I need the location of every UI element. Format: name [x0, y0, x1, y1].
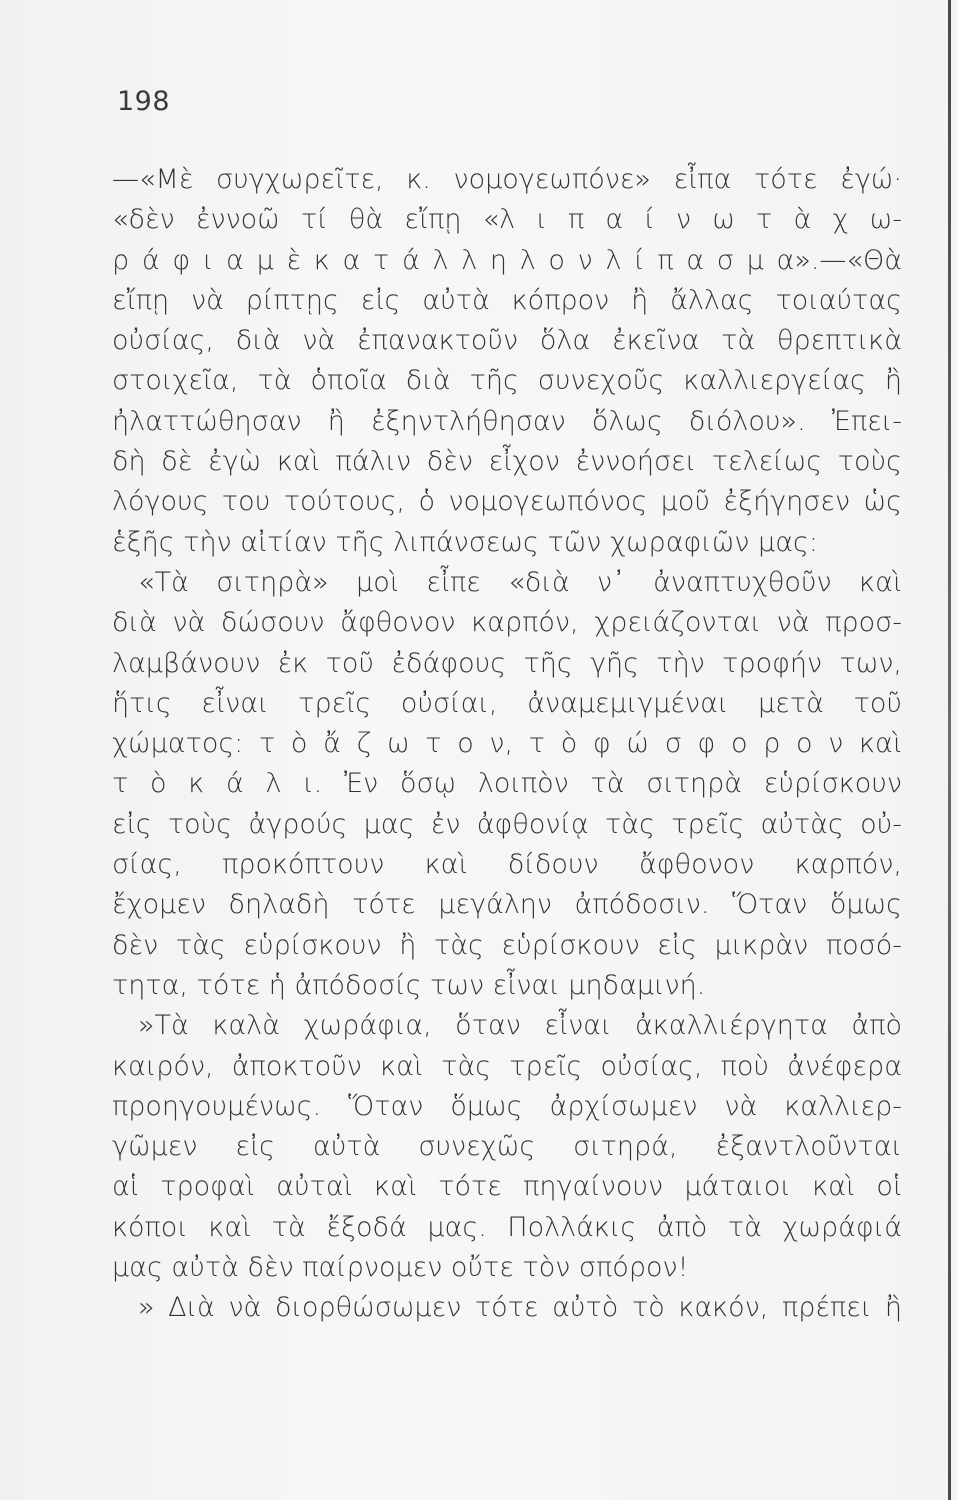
text-line: λαμβάνουν ἐκ τοῦ ἐδάφους τῆς γῆς τὴν τροφήν των, [112, 647, 902, 679]
page-edge-shadow [948, 0, 951, 1500]
text-line: » Διὰ νὰ διορθώσωμεν τότε αὐτὸ τὸ κακόν, πρέπει ἢ [138, 1292, 902, 1324]
text-line: διὰ νὰ δώσουν ἄφθονον καρπόν, χρειάζονται νὰ προσ- [112, 607, 902, 639]
text-line: κόποι καὶ τὰ ἔξοδά μας. Πολλάκις ἀπὸ τὰ χωράφιά [112, 1211, 902, 1243]
text-line: αἱ τροφαὶ αὐταὶ καὶ τότε πηγαίνουν μάταιοι καὶ οἱ [112, 1171, 902, 1203]
text-line: προηγουμένως. Ὅταν ὅμως ἀρχίσωμεν νὰ καλλιερ- [112, 1090, 902, 1122]
text-line: ἔχομεν δηλαδὴ τότε μεγάλην ἀπόδοσιν. Ὅταν ὅμως [112, 889, 902, 921]
text-line: δὴ δὲ ἐγὼ καὶ πάλιν δὲν εἶχον ἐννοήσει τελείως τοὺς [112, 446, 902, 478]
text-line: ἥτις εἶναι τρεῖς οὐσίαι, ἀναμεμιγμέναι μετὰ τοῦ [112, 687, 902, 719]
text-line: μας αὐτὰ δὲν παίρνομεν οὔτε τὸν σπόρον! [112, 1252, 689, 1284]
text-line: λόγους του τούτους, ὁ νομογεωπόνος μοῦ ἐξήγησεν ὡς [112, 486, 902, 518]
text-line: ρ ά φ ι α μ ὲ κ α τ ά λ λ η λ ο ν λ ί π α σ μ α».—«Θὰ [112, 244, 902, 276]
text-line: ἠλαττώθησαν ἢ ἐξηντλήθησαν ὅλως διόλου». Ἐπει- [112, 405, 902, 437]
text-line: «Τὰ σιτηρὰ» μοὶ εἶπε «διὰ ν᾽ ἀναπτυχθοῦν καὶ [138, 566, 902, 598]
text-line: »Τὰ καλὰ χωράφια, ὅταν εἶναι ἀκαλλιέργητα ἀπὸ [138, 1010, 902, 1042]
text-line: στοιχεῖα, τὰ ὁποῖα διὰ τῆς συνεχοῦς καλλιεργείας ἢ [112, 365, 902, 397]
text-line: γῶμεν εἰς αὐτὰ συνεχῶς σιτηρά, ἐξαντλοῦνται [112, 1131, 902, 1163]
text-line: σίας, προκόπτουν καὶ δίδουν ἄφθονον καρπόν, [112, 849, 902, 881]
text-line: —«Μὲ συγχωρεῖτε, κ. νομογεωπόνε» εἶπα τότε ἐγώ· [112, 164, 902, 195]
page-number: 198 [117, 86, 171, 117]
text-line: τητα, τότε ἡ ἀπόδοσίς των εἶναι μηδαμινή. [112, 969, 706, 1001]
text-line: χώματος: τ ὸ ἄ ζ ω τ ο ν, τ ὸ φ ώ σ φ ο ρ ο ν καὶ [112, 728, 902, 760]
text-line: δὲν τὰς εὑρίσκουν ἢ τὰς εὑρίσκουν εἰς μικρὰν ποσό- [112, 929, 902, 961]
text-line: τ ὸ κ ά λ ι. Ἐν ὅσῳ λοιπὸν τὰ σιτηρὰ εὑρίσκουν [112, 768, 902, 800]
text-line: ἑξῆς τὴν αἰτίαν τῆς λιπάνσεως τῶν χωραφιῶν μας: [112, 526, 818, 558]
text-line: οὐσίας, διὰ νὰ ἐπανακτοῦν ὅλα ἐκεῖνα τὰ θρεπτικὰ [112, 325, 902, 357]
text-line: «δὲν ἐννοῶ τί θὰ εἴπῃ «λ ι π α ί ν ω τ ὰ χ ω- [112, 204, 902, 236]
text-line: εἴπῃ νὰ ρίπτῃς εἰς αὐτὰ κόπρον ἢ ἄλλας τοιαύτας [112, 284, 902, 316]
text-line: καιρόν, ἀποκτοῦν καὶ τὰς τρεῖς οὐσίας, ποὺ ἀνέφερα [112, 1050, 902, 1082]
body-text [112, 160, 902, 1329]
text-line: εἰς τοὺς ἀγρούς μας ἐν ἀφθονίᾳ τὰς τρεῖς αὐτὰς οὐ- [112, 808, 902, 840]
